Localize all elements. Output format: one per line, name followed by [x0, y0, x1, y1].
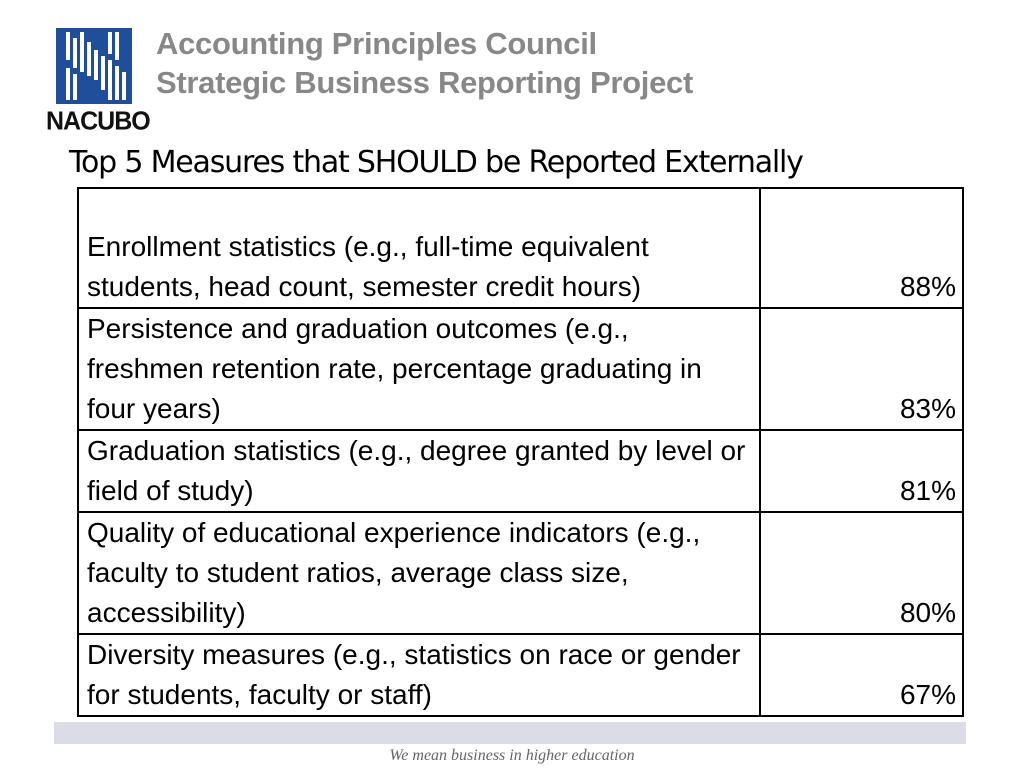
- measure-description: Persistence and graduation outcomes (e.g., freshmen retention rate, percentage graduating in four years): [78, 308, 760, 430]
- measure-description: Graduation statistics (e.g., degree granted by level or field of study): [78, 430, 760, 512]
- footer-tagline: We mean business in higher education: [389, 747, 635, 764]
- table-row: [78, 188, 963, 308]
- measure-percent: 80%: [760, 512, 963, 634]
- measure-description: Quality of educational experience indicators (e.g., faculty to student ratios, average class size, accessibility): [78, 512, 760, 634]
- table-row: [78, 634, 963, 716]
- measure-percent: 81%: [760, 430, 963, 512]
- table-row: [78, 308, 963, 430]
- measure-description: Diversity measures (e.g., statistics on race or gender for students, faculty or staff): [78, 634, 760, 716]
- footer-bar: [54, 722, 966, 744]
- measure-percent: 88%: [760, 188, 963, 308]
- nacubo-logo-icon: [56, 28, 132, 104]
- measure-percent: 67%: [760, 634, 963, 716]
- table-row: [78, 430, 963, 512]
- measure-percent: 83%: [760, 308, 963, 430]
- nacubo-logo: [46, 28, 150, 138]
- measure-description: Enrollment statistics (e.g., full-time equivalent students, head count, semester credit hours): [78, 188, 760, 308]
- header-line-2: Strategic Business Reporting Project: [156, 65, 693, 100]
- table-row: [78, 512, 963, 634]
- measures-table: [77, 187, 964, 717]
- slide-subtitle: Top 5 Measures that SHOULD be Reported Externally: [69, 145, 803, 180]
- header-line-1: Accounting Principles Council: [156, 26, 597, 61]
- logo-wordmark: NACUBO: [46, 106, 150, 136]
- header-title: [156, 24, 693, 102]
